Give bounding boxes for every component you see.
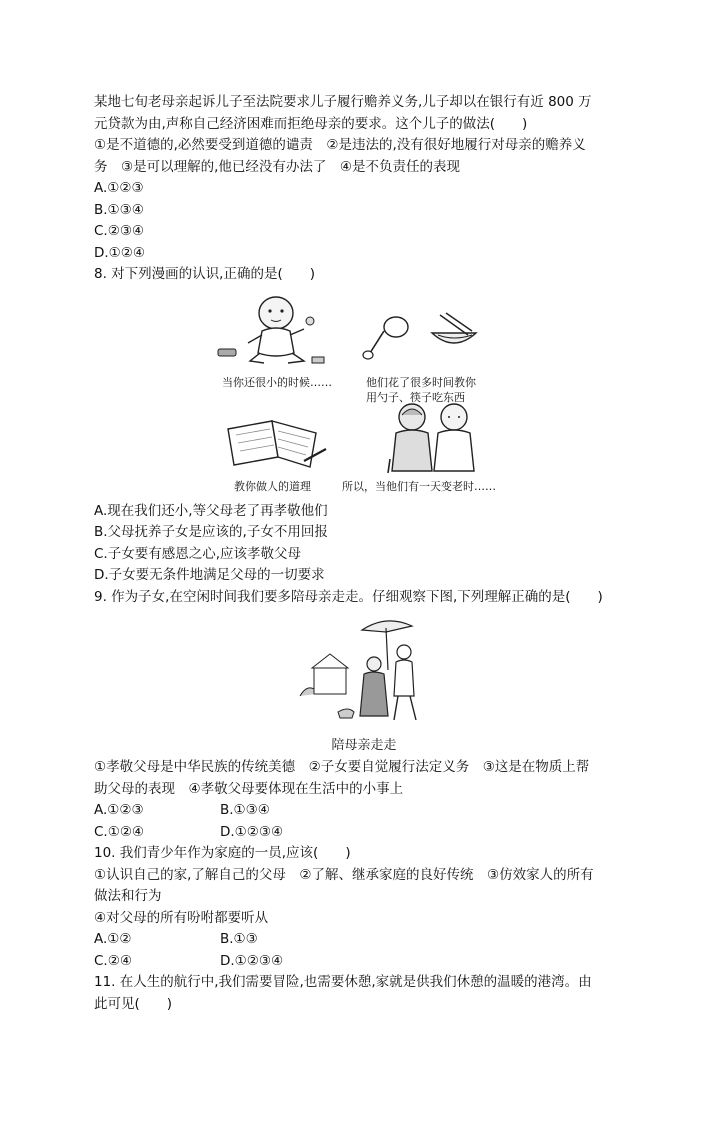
q7-option-c[interactable]: C.②③④ <box>94 223 145 239</box>
q9-stem: 9. 作为子女,在空闲时间我们要多陪母亲走走。仔细观察下图,下列理解正确的是( ) <box>94 588 603 605</box>
q9-statements-line-1: ①孝敬父母是中华民族的传统美德 ②子女要自觉履行法定义务 ③这是在物质上帮 <box>94 759 590 775</box>
q9-illustration <box>94 612 634 732</box>
baby-illustration <box>212 291 332 371</box>
q8-stem: 8. 对下列漫画的认识,正确的是( ) <box>94 266 315 282</box>
q10-option-a[interactable]: A.①② <box>94 931 132 947</box>
q10-statements-line-1: ①认识自己的家,了解自己的父母 ②了解、继承家庭的良好传统 ③仿效家人的所有 <box>94 866 594 883</box>
worksheet-page <box>94 92 634 1015</box>
walking-with-mother-illustration <box>294 612 434 730</box>
q9-options-row-1 <box>94 800 634 822</box>
q9-option-d[interactable]: D.①②③④ <box>220 823 284 840</box>
question-9 <box>94 587 634 844</box>
q8-comic <box>94 289 634 499</box>
q10-statements-line-3: ④对父母的所有吩咐都要听从 <box>94 909 269 926</box>
q9-option-c[interactable]: C.①②④ <box>94 823 145 840</box>
q7-option-d[interactable]: D.①②④ <box>94 244 145 261</box>
q10-statements-line-2: 做法和行为 <box>94 888 162 904</box>
comic-caption-4: 所以，当他们有一天变老时…… <box>342 479 496 493</box>
q11-stem-line-2: 此可见( ) <box>94 995 173 1012</box>
book-illustration <box>222 409 332 473</box>
q9-statements-line-2: 助父母的表现 ④孝敬父母要体现在生活中的小事上 <box>94 780 404 797</box>
comic-caption-1: 当你还很小的时候…… <box>222 375 332 389</box>
q10-option-d[interactable]: D.①②③④ <box>220 952 284 969</box>
spoon-and-chopsticks-illustration <box>356 305 486 365</box>
q7-stem-line-1: 某地七旬老母亲起诉儿子至法院要求儿子履行赡养义务,儿子却以在银行有近 800 万 <box>94 94 592 110</box>
question-10 <box>94 843 634 972</box>
q11-stem-line-1: 11. 在人生的航行中,我们需要冒险,也需要休憩,家就是供我们休憩的温暖的港湾。由 <box>94 974 592 990</box>
q7-option-b[interactable]: B.①③④ <box>94 201 144 218</box>
q10-options-row-1 <box>94 929 634 951</box>
comic-caption-2b: 用勺子、筷子吃东西 <box>366 390 465 404</box>
q8-option-b[interactable]: B.父母抚养子女是应该的,子女不用回报 <box>94 524 328 540</box>
comic-caption-2a: 他们花了很多时间教你 <box>366 375 476 389</box>
q9-option-b[interactable]: B.①③④ <box>220 802 270 818</box>
comic-caption-3: 教你做人的道理 <box>234 479 311 493</box>
q7-statements-line-1: ①是不道德的,必然要受到道德的谴责 ②是违法的,没有很好地履行对母亲的赡养义 <box>94 137 586 153</box>
q7-stem-line-2: 元贷款为由,声称自己经济困难而拒绝母亲的要求。这个儿子的做法( ) <box>94 115 528 132</box>
elderly-parents-illustration <box>378 399 488 475</box>
q8-option-a[interactable]: A.现在我们还小,等父母老了再孝敬他们 <box>94 502 328 519</box>
q9-option-a[interactable]: A.①②③ <box>94 802 144 818</box>
question-8 <box>94 264 634 587</box>
q10-stem: 10. 我们青少年作为家庭的一员,应该( ) <box>94 845 351 861</box>
q8-option-c[interactable]: C.子女要有感恩之心,应该孝敬父母 <box>94 545 302 562</box>
q9-illustration-caption: 陪母亲走走 <box>331 738 397 753</box>
q10-options-row-2 <box>94 951 634 973</box>
q10-option-b[interactable]: B.①③ <box>220 931 258 947</box>
q7-option-a[interactable]: A.①②③ <box>94 180 144 196</box>
q7-statements-line-2: 务 ③是可以理解的,他已经没有办法了 ④是不负责任的表现 <box>94 158 460 175</box>
question-11 <box>94 972 634 1015</box>
q8-option-d[interactable]: D.子女要无条件地满足父母的一切要求 <box>94 567 325 583</box>
q9-options-row-2 <box>94 822 634 844</box>
question-7 <box>94 92 634 264</box>
q10-option-c[interactable]: C.②④ <box>94 952 132 969</box>
